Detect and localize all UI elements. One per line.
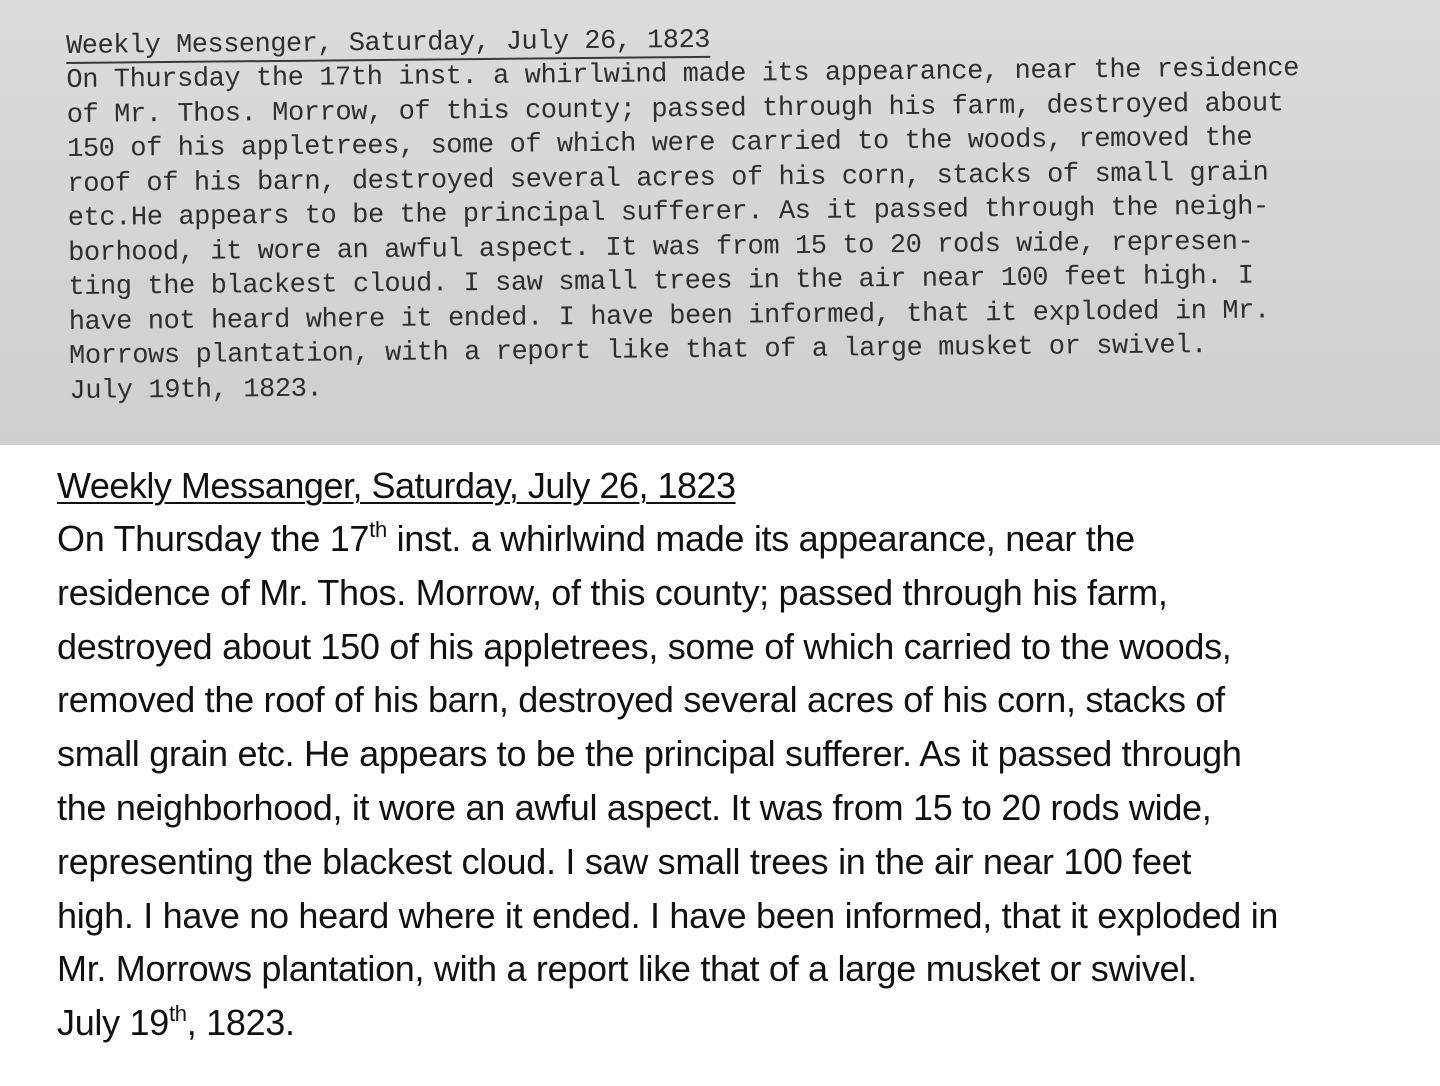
transcription-line: representing the blackest cloud. I saw small trees in the air near 100 feet [57,840,1192,882]
ordinal-suffix: th [168,1001,187,1027]
transcription [57,460,1417,1050]
transcription-line: residence of Mr. Thos. Morrow, of this county; passed through his farm, [57,571,1168,613]
transcription-title: Weekly Messanger, Saturday, July 26, 1823 [57,465,736,506]
scanned-line: ting the blackest cloud. I saw small trees in the air near 100 feet high. I [68,261,1254,303]
scanned-clipping [0,0,1440,445]
transcription-text: inst. a whirlwind made its appearance, near the [386,518,1135,559]
transcription-text: , 1823. [186,1002,295,1044]
scanned-article-title: Weekly Messenger, Saturday, July 26, 1823 [66,25,711,62]
scanned-line: etc.He appears to be the principal sufferer. As it passed through the neigh- [67,192,1269,234]
scanned-line: of Mr. Thos. Morrow, of this county; passed through his farm, destroyed about [66,88,1284,131]
transcription-line [57,996,1417,1050]
transcription-line: removed the roof of his barn, destroyed several acres of his corn, stacks of [57,679,1225,721]
transcription-line: the neighborhood, it wore an awful aspect. It was from 15 to 20 rods wide, [57,786,1212,828]
scanned-line: Morrows plantation, with a report like that of a large musket or swivel. [68,331,1208,372]
transcription-line: high. I have no heard where it ended. I have been informed, that it exploded in [57,894,1279,936]
scanned-line: have not heard where it ended. I have been informed, that it exploded in Mr. [68,295,1270,338]
transcription-line [57,512,1417,566]
transcription-line: Mr. Morrows plantation, with a report like that of a large musket or swivel. [57,948,1197,990]
transcription-text: July 19 [57,1002,169,1044]
scanned-line: On Thursday the 17th inst. a whirlwind made its appearance, near the residence [66,54,1300,96]
transcription-line: small grain etc. He appears to be the principal sufferer. As it passed through [57,733,1242,775]
ordinal-suffix: th [369,517,387,542]
scanned-line: 150 of his appletrees, some of which were carried to the woods, removed the [66,123,1253,165]
scanned-line: roof of his barn, destroyed several acres of his corn, stacks of small grain [67,157,1269,200]
transcription-text: On Thursday the 17 [57,518,370,559]
scanned-article [66,19,1400,409]
scanned-line: borhood, it wore an awful aspect. It was from 15 to 20 rods wide, represen- [67,227,1254,269]
scanned-line: July 19th, 1823. [69,374,323,407]
transcription-line: destroyed about 150 of his appletrees, some of which carried to the woods, [57,625,1232,667]
